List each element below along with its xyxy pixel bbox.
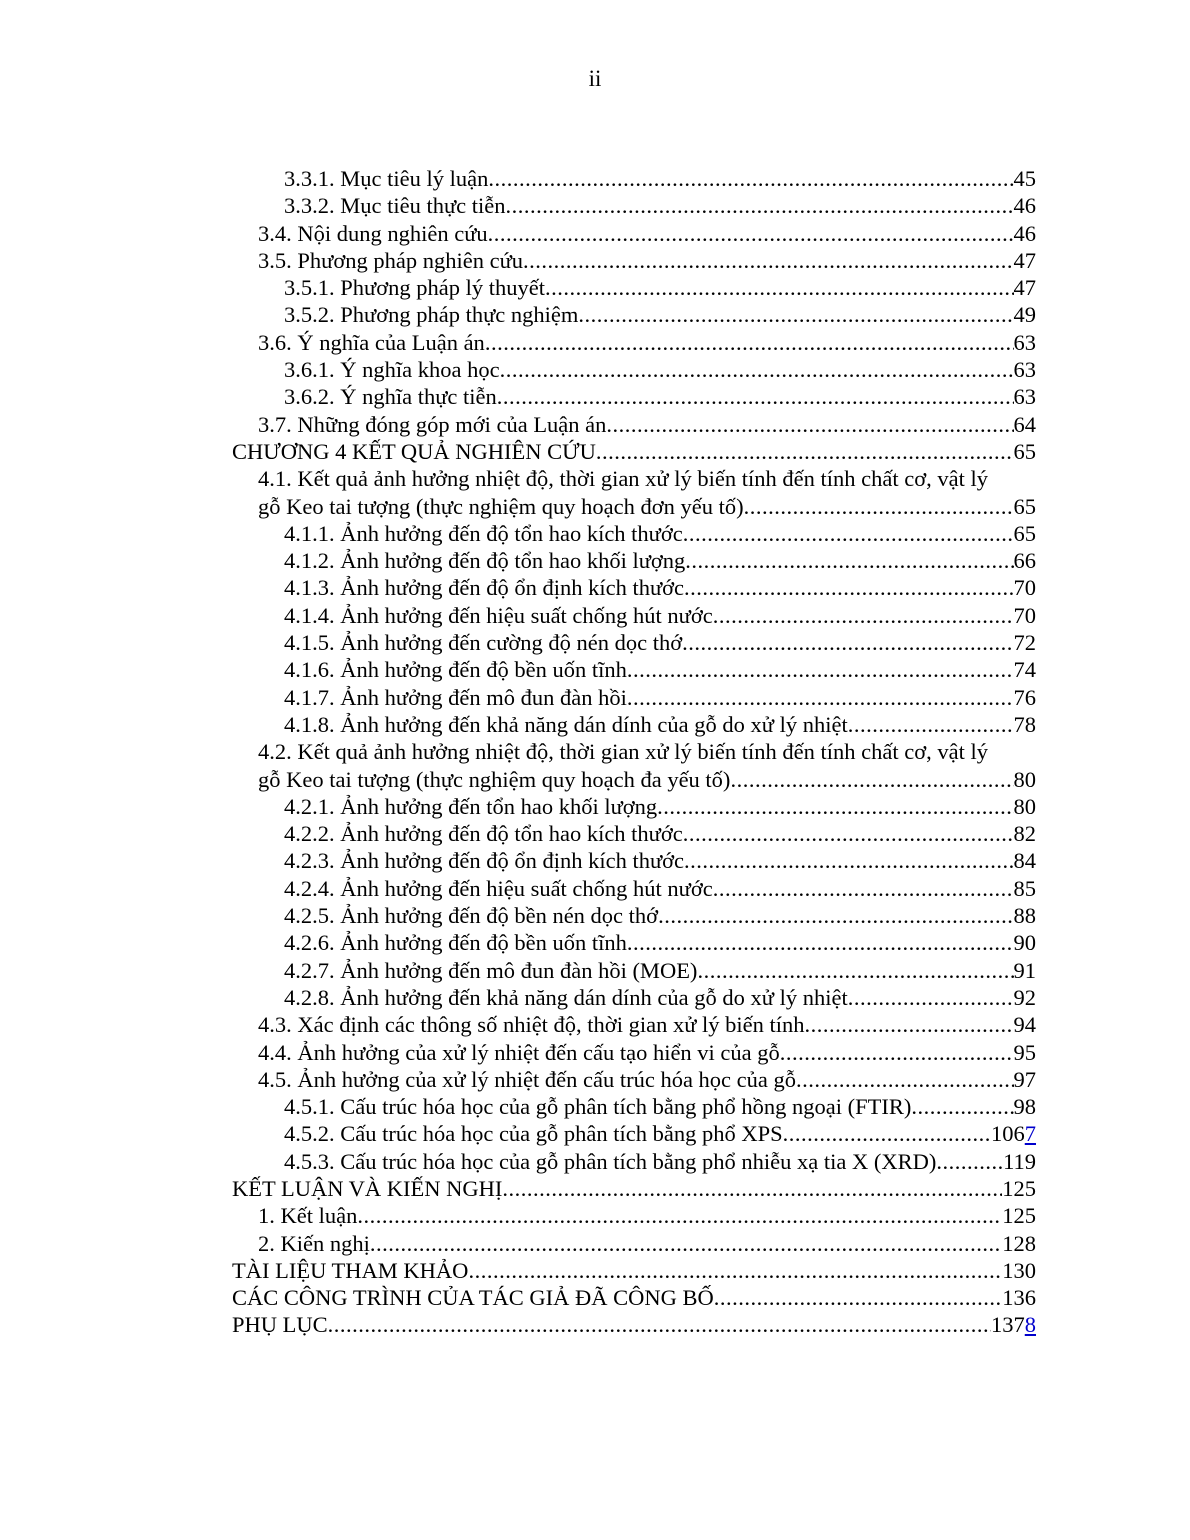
dot-leader bbox=[730, 766, 1013, 793]
page-number-text: 137 bbox=[991, 1312, 1025, 1338]
toc-entry[interactable] bbox=[232, 356, 1036, 383]
toc-entry-page bbox=[1002, 1175, 1036, 1202]
dot-leader bbox=[488, 220, 1014, 247]
toc-entry[interactable] bbox=[232, 875, 1036, 902]
toc-entry[interactable] bbox=[232, 929, 1036, 956]
toc-entry[interactable] bbox=[232, 684, 1036, 711]
dot-leader bbox=[606, 411, 1013, 438]
page-number-text: 66 bbox=[1013, 548, 1036, 574]
toc-entry[interactable] bbox=[232, 1175, 1036, 1202]
dot-leader bbox=[796, 1066, 1013, 1093]
dot-leader bbox=[488, 165, 1013, 192]
page-number-text: 106 bbox=[991, 1121, 1025, 1147]
toc-entry-title: 4.3. Xác định các thông số nhiệt độ, thời gian xử lý biến tính bbox=[258, 1012, 805, 1038]
page-number-text: 85 bbox=[1013, 875, 1036, 901]
dot-leader bbox=[357, 1202, 1002, 1229]
toc-entry[interactable] bbox=[232, 629, 1036, 656]
page-number-text: 125 bbox=[1002, 1175, 1036, 1201]
toc-entry-title: 4.1. Kết quả ảnh hưởng nhiệt độ, thời gian xử lý biến tính đến tính chất cơ, vật lý bbox=[258, 466, 988, 492]
dot-leader bbox=[658, 902, 1013, 929]
toc-entry-page bbox=[1014, 629, 1037, 656]
toc-entry-title: gỗ Keo tai tượng (thực nghiệm quy hoạch đơn yếu tố) bbox=[258, 493, 744, 519]
toc-entry-page bbox=[1014, 438, 1037, 465]
page-link[interactable]: 8 bbox=[1024, 1312, 1036, 1338]
toc-entry[interactable] bbox=[232, 984, 1036, 1011]
toc-entry-page bbox=[1014, 301, 1037, 328]
dot-leader bbox=[657, 793, 1013, 820]
page-number-text: 82 bbox=[1013, 821, 1036, 847]
toc-entry-title: 4.2.6. Ảnh hưởng đến độ bền uốn tĩnh bbox=[284, 930, 627, 956]
toc-entry[interactable] bbox=[232, 301, 1036, 328]
toc-entry-title: gỗ Keo tai tượng (thực nghiệm quy hoạch đa yếu tố) bbox=[258, 766, 731, 792]
dot-leader bbox=[485, 329, 1014, 356]
page-number-text: 98 bbox=[1013, 1094, 1036, 1120]
table-of-contents bbox=[232, 165, 1036, 1339]
page-number-text: 84 bbox=[1013, 848, 1036, 874]
toc-entry-page bbox=[1014, 329, 1037, 356]
toc-entry[interactable] bbox=[232, 847, 1036, 874]
toc-entry-page bbox=[1014, 574, 1037, 601]
toc-entry[interactable] bbox=[232, 793, 1036, 820]
page-number-text: 45 bbox=[1013, 166, 1036, 191]
toc-entry-page bbox=[1014, 766, 1037, 793]
page-number-text: 63 bbox=[1013, 384, 1036, 410]
toc-entry[interactable] bbox=[232, 493, 1036, 520]
dot-leader bbox=[500, 356, 1014, 383]
toc-entry-title: 3.5.1. Phương pháp lý thuyết bbox=[284, 275, 545, 301]
toc-entry[interactable] bbox=[232, 1120, 1036, 1147]
toc-entry-page bbox=[1014, 1093, 1037, 1120]
toc-entry-page bbox=[1014, 383, 1037, 410]
page-number-text: 78 bbox=[1013, 711, 1036, 737]
dot-leader bbox=[523, 247, 1013, 274]
toc-entry[interactable] bbox=[232, 520, 1036, 547]
toc-entry-title: 3.6.1. Ý nghĩa khoa học bbox=[284, 357, 500, 383]
toc-entry-title: 4.1.3. Ảnh hưởng đến độ ổn định kích thước bbox=[284, 575, 685, 601]
toc-entry-page bbox=[1014, 356, 1037, 383]
toc-entry[interactable] bbox=[232, 438, 1036, 465]
toc-entry[interactable] bbox=[232, 1039, 1036, 1066]
page-number-text: 125 bbox=[1002, 1203, 1036, 1229]
toc-entry-page bbox=[1002, 1284, 1036, 1311]
toc-entry-page bbox=[1014, 1066, 1037, 1093]
toc-entry-page bbox=[1014, 711, 1037, 738]
toc-entry-title: CHƯƠNG 4 KẾT QUẢ NGHIÊN CỨU bbox=[232, 438, 596, 464]
toc-entry[interactable] bbox=[232, 383, 1036, 410]
toc-entry[interactable] bbox=[232, 192, 1036, 219]
dot-leader bbox=[697, 957, 1013, 984]
toc-entry-page bbox=[1014, 274, 1037, 301]
toc-entry-title: 4.4. Ảnh hưởng của xử lý nhiệt đến cấu tạo hiển vi của gỗ bbox=[258, 1039, 780, 1065]
toc-entry-page bbox=[1014, 1011, 1037, 1038]
toc-entry-title: 4.2.8. Ảnh hưởng đến khả năng dán dính của gỗ do xử lý nhiệt bbox=[284, 984, 848, 1010]
toc-entry-title: 2. Kiến nghị bbox=[258, 1230, 370, 1256]
toc-entry-title: 3.5.2. Phương pháp thực nghiệm bbox=[284, 302, 579, 328]
toc-entry-title: 3.4. Nội dung nghiên cứu bbox=[258, 220, 488, 246]
page-link[interactable]: 7 bbox=[1024, 1121, 1036, 1147]
toc-entry[interactable] bbox=[232, 329, 1036, 356]
toc-entry[interactable] bbox=[232, 274, 1036, 301]
toc-entry[interactable] bbox=[232, 766, 1036, 793]
toc-entry-title: 4.1.1. Ảnh hưởng đến độ tổn hao kích thước bbox=[284, 520, 683, 546]
dot-leader bbox=[713, 602, 1014, 629]
toc-entry[interactable] bbox=[232, 247, 1036, 274]
page-number-text: 63 bbox=[1013, 329, 1036, 355]
toc-entry-page bbox=[1014, 547, 1037, 574]
page-number-text: 72 bbox=[1013, 630, 1036, 656]
dot-leader bbox=[682, 629, 1013, 656]
toc-entry-page bbox=[1014, 247, 1037, 274]
dot-leader bbox=[685, 547, 1013, 574]
toc-entry[interactable] bbox=[232, 957, 1036, 984]
page-number-text: 70 bbox=[1013, 575, 1036, 601]
page-number-text: 46 bbox=[1013, 193, 1036, 219]
dot-leader bbox=[627, 656, 1014, 683]
toc-entry-page bbox=[991, 1311, 1036, 1338]
page-number-text: 95 bbox=[1013, 1039, 1036, 1065]
toc-entry-title: 3.6.2. Ý nghĩa thực tiễn bbox=[284, 384, 497, 410]
dot-leader bbox=[848, 711, 1014, 738]
toc-entry-page bbox=[1014, 929, 1037, 956]
dot-leader bbox=[627, 929, 1014, 956]
page-number-text: 130 bbox=[1002, 1257, 1036, 1283]
dot-leader bbox=[684, 574, 1013, 601]
page-number-text: 91 bbox=[1013, 957, 1036, 983]
toc-entry-page bbox=[1014, 520, 1037, 547]
toc-entry[interactable] bbox=[232, 1284, 1036, 1311]
toc-entry-page bbox=[1014, 875, 1037, 902]
dot-leader bbox=[578, 301, 1013, 328]
page-number-text: 70 bbox=[1013, 602, 1036, 628]
page-number-text: 136 bbox=[1002, 1285, 1036, 1311]
toc-entry[interactable] bbox=[232, 411, 1036, 438]
toc-entry[interactable] bbox=[232, 738, 1036, 765]
toc-entry-title: 4.2.3. Ảnh hưởng đến độ ổn định kích thước bbox=[284, 848, 685, 874]
toc-entry-page bbox=[1014, 493, 1037, 520]
dot-leader bbox=[713, 875, 1014, 902]
toc-entry-title: 4.1.6. Ảnh hưởng đến độ bền uốn tĩnh bbox=[284, 657, 627, 683]
toc-entry[interactable] bbox=[232, 220, 1036, 247]
toc-entry-page bbox=[1014, 411, 1037, 438]
dot-leader bbox=[805, 1011, 1014, 1038]
dot-leader bbox=[684, 847, 1013, 874]
dot-leader bbox=[627, 684, 1014, 711]
toc-entry-title: 4.2.2. Ảnh hưởng đến độ tổn hao kích thước bbox=[284, 821, 683, 847]
page-number-text: 65 bbox=[1013, 493, 1036, 519]
toc-entry-page bbox=[1002, 1230, 1036, 1257]
dot-leader bbox=[328, 1311, 991, 1338]
toc-entry[interactable] bbox=[232, 602, 1036, 629]
toc-entry[interactable] bbox=[232, 1311, 1036, 1338]
toc-entry-page bbox=[1014, 192, 1037, 219]
toc-entry-page bbox=[1003, 1148, 1036, 1175]
toc-entry-title: 4.1.7. Ảnh hưởng đến mô đun đàn hồi bbox=[284, 684, 627, 710]
toc-entry-title: 4.2.4. Ảnh hưởng đến hiệu suất chống hút nước bbox=[284, 875, 713, 901]
toc-entry-page bbox=[1014, 165, 1037, 192]
page-number-text: 94 bbox=[1013, 1012, 1036, 1038]
toc-entry-title: CÁC CÔNG TRÌNH CỦA TÁC GIẢ ĐÃ CÔNG BỐ bbox=[232, 1285, 714, 1311]
toc-entry-title: 3.3.2. Mục tiêu thực tiễn bbox=[284, 193, 506, 219]
page-number-text: 76 bbox=[1013, 684, 1036, 710]
toc-entry[interactable] bbox=[232, 1202, 1036, 1229]
toc-entry[interactable] bbox=[232, 1148, 1036, 1175]
toc-entry-page bbox=[1014, 602, 1037, 629]
page-number-text: 128 bbox=[1002, 1230, 1036, 1256]
toc-entry-page bbox=[991, 1120, 1036, 1147]
toc-entry-title: 4.5. Ảnh hưởng của xử lý nhiệt đến cấu trúc hóa học của gỗ bbox=[258, 1066, 797, 1092]
page-number-text: 119 bbox=[1003, 1148, 1036, 1174]
toc-entry-title: 4.1.4. Ảnh hưởng đến hiệu suất chống hút nước bbox=[284, 602, 713, 628]
toc-entry-page bbox=[1014, 220, 1037, 247]
toc-entry[interactable] bbox=[232, 902, 1036, 929]
dot-leader bbox=[780, 1039, 1014, 1066]
toc-entry-page bbox=[1014, 793, 1037, 820]
page-number: ii bbox=[588, 66, 602, 91]
page-number-text: 49 bbox=[1013, 302, 1036, 328]
toc-entry-title: 4.5.2. Cấu trúc hóa học của gỗ phân tích bằng phổ XPS bbox=[284, 1121, 783, 1147]
toc-entry-title: 3.7. Những đóng góp mới của Luận án bbox=[258, 411, 607, 437]
toc-entry-page bbox=[1014, 847, 1037, 874]
toc-entry-page bbox=[1014, 902, 1037, 929]
toc-entry-page bbox=[1014, 684, 1037, 711]
dot-leader bbox=[497, 383, 1014, 410]
toc-entry[interactable] bbox=[232, 656, 1036, 683]
toc-entry-title: 4.2.1. Ảnh hưởng đến tổn hao khối lượng bbox=[284, 793, 658, 819]
page-number-text: 74 bbox=[1013, 657, 1036, 683]
toc-entry[interactable] bbox=[232, 574, 1036, 601]
toc-entry-page bbox=[1014, 656, 1037, 683]
page-number-text: 63 bbox=[1013, 357, 1036, 383]
toc-entry-page bbox=[1002, 1202, 1036, 1229]
dot-leader bbox=[683, 520, 1014, 547]
toc-entry[interactable] bbox=[232, 1257, 1036, 1284]
toc-entry[interactable] bbox=[232, 465, 1036, 492]
toc-entry-title: 4.1.8. Ảnh hưởng đến khả năng dán dính của gỗ do xử lý nhiệt bbox=[284, 711, 848, 737]
dot-leader bbox=[545, 274, 1014, 301]
toc-entry-title: PHỤ LỤC bbox=[232, 1312, 328, 1338]
dot-leader bbox=[744, 493, 1014, 520]
toc-entry-title: 1. Kết luận bbox=[258, 1203, 358, 1229]
page-number-text: 65 bbox=[1013, 520, 1036, 546]
page-number-text: 88 bbox=[1013, 903, 1036, 929]
toc-entry[interactable] bbox=[232, 1066, 1036, 1093]
page-number-text: 97 bbox=[1013, 1066, 1036, 1092]
toc-entry-title: 3.3.1. Mục tiêu lý luận bbox=[284, 166, 489, 191]
toc-entry-title: TÀI LIỆU THAM KHẢO bbox=[232, 1257, 469, 1283]
toc-entry[interactable] bbox=[232, 1093, 1036, 1120]
dot-leader bbox=[370, 1230, 1002, 1257]
toc-entry-title: KẾT LUẬN VÀ KIẾN NGHỊ bbox=[232, 1175, 503, 1201]
dot-leader bbox=[848, 984, 1014, 1011]
page-number-text: 47 bbox=[1013, 247, 1036, 273]
dot-leader bbox=[783, 1120, 991, 1147]
page-number-text: 47 bbox=[1013, 275, 1036, 301]
toc-entry-title: 4.2. Kết quả ảnh hưởng nhiệt độ, thời gian xử lý biến tính đến tính chất cơ, vật lý bbox=[258, 739, 988, 765]
toc-entry-title: 4.5.3. Cấu trúc hóa học của gỗ phân tích bằng phổ nhiễu xạ tia X (XRD) bbox=[284, 1148, 937, 1174]
page-number-text: 90 bbox=[1013, 930, 1036, 956]
toc-entry-title: 4.2.7. Ảnh hưởng đến mô đun đàn hồi (MOE) bbox=[284, 957, 698, 983]
page-number-text: 80 bbox=[1013, 766, 1036, 792]
toc-entry[interactable] bbox=[232, 820, 1036, 847]
dot-leader bbox=[683, 820, 1014, 847]
page-number-text: 64 bbox=[1013, 411, 1036, 437]
toc-entry-page bbox=[1014, 1039, 1037, 1066]
page-number-text: 65 bbox=[1013, 438, 1036, 464]
dot-leader bbox=[506, 192, 1014, 219]
toc-entry-title: 4.2.5. Ảnh hưởng đến độ bền nén dọc thớ bbox=[284, 903, 659, 929]
toc-entry[interactable] bbox=[232, 165, 1036, 192]
toc-entry-page bbox=[1014, 984, 1037, 1011]
dot-leader bbox=[911, 1093, 1013, 1120]
toc-entry[interactable] bbox=[232, 547, 1036, 574]
page-number-text: 80 bbox=[1013, 793, 1036, 819]
dot-leader bbox=[596, 438, 1014, 465]
toc-entry-title: 3.5. Phương pháp nghiên cứu bbox=[258, 247, 524, 273]
toc-entry[interactable] bbox=[232, 1230, 1036, 1257]
toc-entry-page bbox=[1014, 957, 1037, 984]
toc-entry-title: 4.1.5. Ảnh hưởng đến cường độ nén dọc thớ bbox=[284, 630, 683, 656]
page-number-text: 46 bbox=[1013, 220, 1036, 246]
dot-leader bbox=[936, 1148, 1003, 1175]
dot-leader bbox=[502, 1175, 1002, 1202]
page-number-text: 92 bbox=[1013, 984, 1036, 1010]
dot-leader bbox=[714, 1284, 1003, 1311]
toc-entry[interactable] bbox=[232, 711, 1036, 738]
dot-leader bbox=[468, 1257, 1002, 1284]
toc-entry-title: 4.5.1. Cấu trúc hóa học của gỗ phân tích bằng phổ hồng ngoại (FTIR) bbox=[284, 1094, 912, 1120]
toc-entry-title: 3.6. Ý nghĩa của Luận án bbox=[258, 329, 485, 355]
toc-entry[interactable] bbox=[232, 1011, 1036, 1038]
toc-entry-page bbox=[1014, 820, 1037, 847]
toc-entry-title: 4.1.2. Ảnh hưởng đến độ tổn hao khối lượng bbox=[284, 548, 686, 574]
toc-entry-page bbox=[1002, 1257, 1036, 1284]
